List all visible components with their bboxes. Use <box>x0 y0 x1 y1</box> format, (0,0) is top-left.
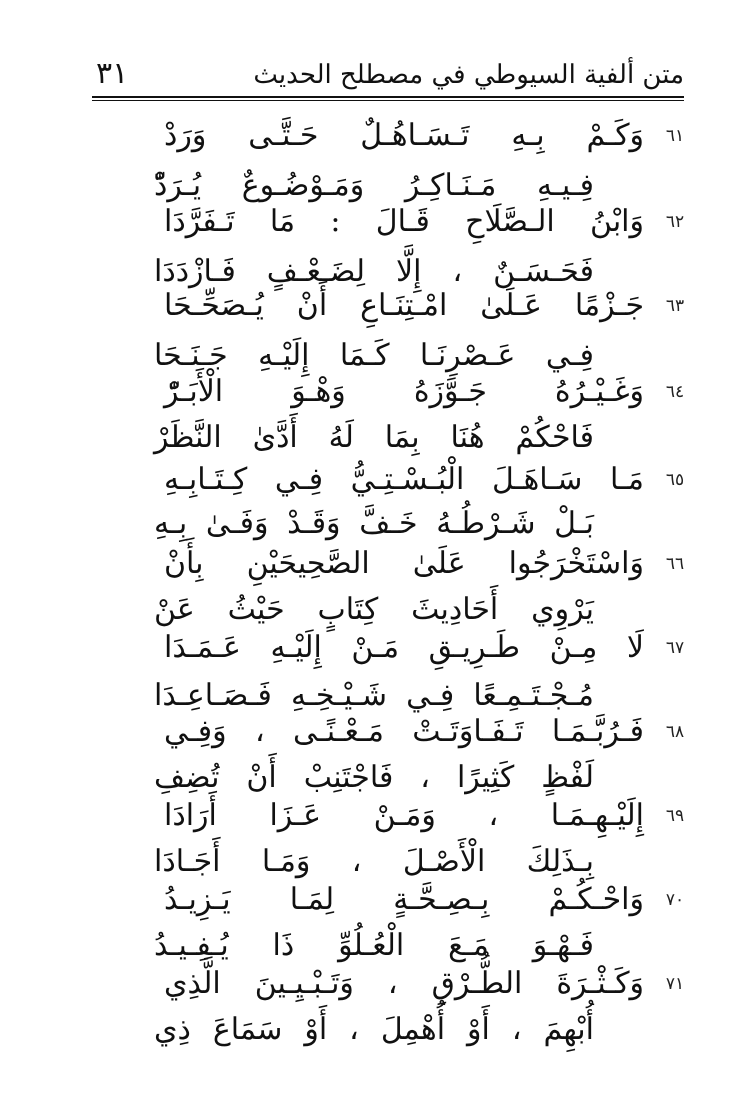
verse-second-hemistich: فِـيـهِ مَـنَـاكِـرُ وَمَـوْضُـوعٌ يُـرَدّْ <box>154 168 594 203</box>
verse-second-hemistich: لَفْظٍ كَثِيرًا ، فَاجْتَنِبْ أَنْ تُضِفِ <box>154 760 594 795</box>
page-header <box>92 54 684 98</box>
verse-first-hemistich: جَـزْمًا عَـلَىٰ امْـتِنَـاعِ أَنْ يُـصَحِّـحَا <box>164 288 644 323</box>
verse-first-hemistich: وَغَـيْـرُهُ جَـوَّزَهُ وَهْـوَ الْأَبَـرّْ <box>164 374 644 409</box>
verse-first-hemistich: وَاحْـكُـمْ بِـصِـحَّـةٍ لِمَـا يَـزِيـدُ <box>164 882 644 917</box>
verse-number: ٦٦ <box>665 554 685 574</box>
verse-second-hemistich: بِـذَلِكَ الْأَصْـلَ ، وَمَـا أَجَـادَا <box>154 844 594 879</box>
verse-first-hemistich: مَـا سَـاهَـلَ الْبُـسْـتِـيُّ فِـي كِـتَـابِـهِ <box>164 462 644 497</box>
verse-first-hemistich: وَكَـمْ بِـهِ تَـسَـاهُـلٌ حَـتَّـى وَرَدْ <box>164 118 644 153</box>
verse-second-hemistich: فَحَـسَـنٌ ، إِلَّا لِضَـعْـفٍ فَـازْدَدَا <box>154 254 594 289</box>
verse-second-hemistich: يَرْوِي أَحَادِيثَ كِتَابٍ حَيْثُ عَنْ <box>154 592 594 627</box>
verse-second-hemistich: مُـجْـتَـمِـعًا فِـي شَـيْـخِـهِ فَـصَـاعِـدَا <box>154 678 594 713</box>
verse-first-hemistich: فَـرُبَّـمَـا تَـفَـاوَتَـتْ مَـعْـنًـى ، وَفِـي <box>164 714 644 749</box>
verse-second-hemistich: أُبْهِمَ ، أَوْ أُهْمِلَ ، أَوْ سَمَاعَ ذِي <box>154 1012 594 1047</box>
verse-number: ٦١ <box>665 126 685 146</box>
running-title: متن ألفية السيوطي في مصطلح الحديث <box>253 60 684 90</box>
verse-first-hemistich: وَاسْتَخْرَجُوا عَلَىٰ الصَّحِيحَيْنِ بِأَنْ <box>164 546 644 581</box>
verse-second-hemistich: فِـي عَـصْرِنَـا كَـمَا إِلَيْـهِ جَـنَـحَا <box>154 338 594 373</box>
verse-second-hemistich: فَاحْكُمْ هُنَا بِمَا لَهُ أَدَّىٰ النَّظَرْ <box>154 420 594 455</box>
verse-first-hemistich: لَا مِـنْ طَـرِيـقِ مَـنْ إِلَيْـهِ عَـمَـدَا <box>164 630 644 665</box>
page-number: ٣١ <box>96 56 129 91</box>
verse-number: ٦٢ <box>665 212 685 232</box>
verse-number: ٦٣ <box>665 296 685 316</box>
verse-second-hemistich: فَـهْـوَ مَـعَ الْعُـلُوِّ ذَا يُـفِـيـدُ <box>154 928 594 963</box>
verse-number: ٦٤ <box>665 382 685 402</box>
verse-number: ٦٩ <box>665 806 685 826</box>
verse-number: ٧٠ <box>665 890 685 910</box>
verse-number: ٧١ <box>665 974 685 994</box>
verse-first-hemistich: وَكَـثْـرَةَ الطُّـرْقِ ، وَتَـبْـيِـينَ الَّذِي <box>164 966 644 1001</box>
verse-number: ٦٨ <box>665 722 685 742</box>
verse-number: ٦٧ <box>665 638 685 658</box>
header-rule-thin <box>92 100 684 101</box>
header-rule-thick <box>92 96 684 98</box>
verse-first-hemistich: وَابْنُ الـصَّلَاحِ قَـالَ : مَا تَـفَرَّدَا <box>164 204 644 239</box>
verse-first-hemistich: إِلَيْـهِـمَـا ، وَمَـنْ عَـزَا أَرَادَا <box>164 798 644 833</box>
verse-second-hemistich: بَـلْ شَـرْطُـهُ خَـفَّ وَقَـدْ وَفَـىٰ بِـهِ <box>154 506 594 541</box>
verse-number: ٦٥ <box>665 470 685 490</box>
